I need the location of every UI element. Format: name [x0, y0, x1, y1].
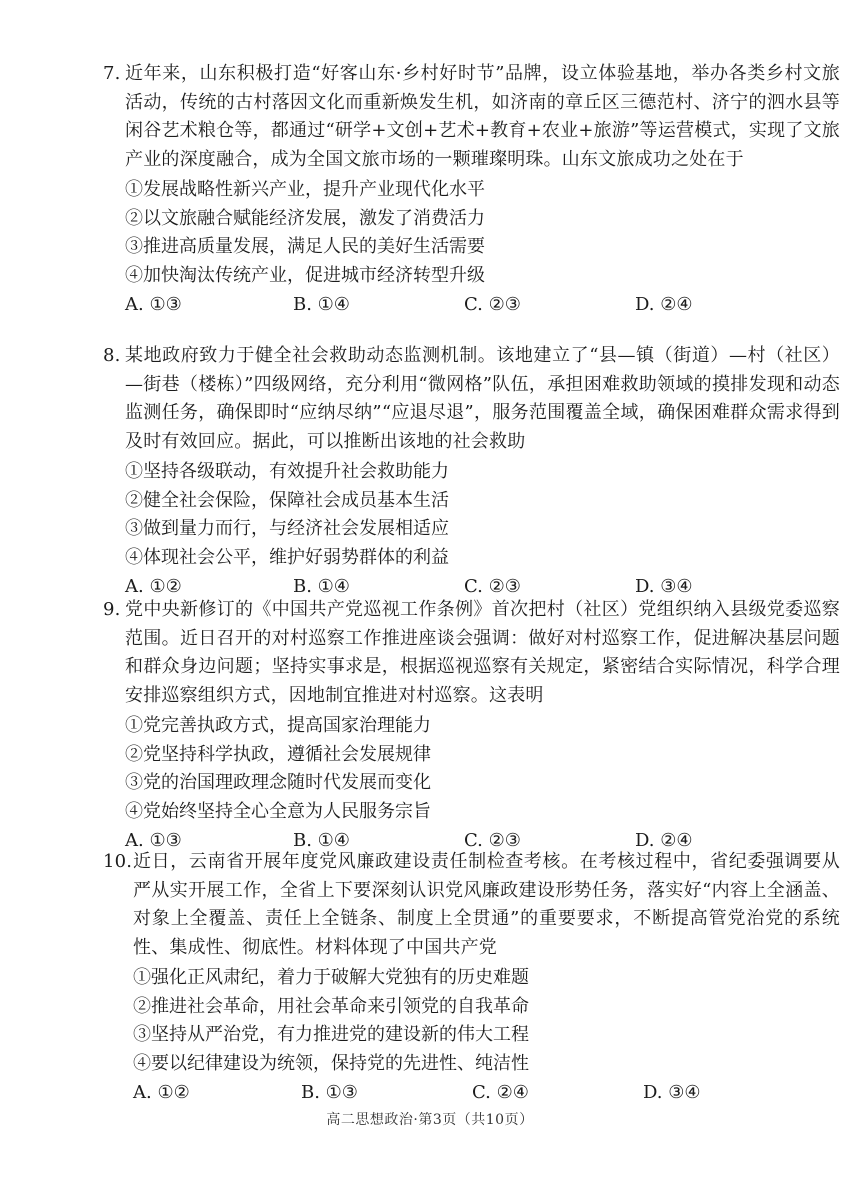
choice-d[interactable]: D. ③④	[643, 1082, 701, 1103]
choice-c[interactable]: C. ②③	[464, 294, 521, 315]
statement-item: ①党完善执政方式，提高国家治理能力	[125, 715, 431, 736]
choice-a[interactable]: A. ①②	[133, 1082, 190, 1103]
statement-item: ①强化正风肃纪，着力于破解大党独有的历史难题	[133, 967, 529, 988]
question-stem	[103, 60, 840, 174]
choice-c[interactable]: C. ②③	[464, 830, 521, 851]
statement-list	[103, 712, 840, 826]
statement-item: ④要以纪律建设为统领，保持党的先进性、纯洁性	[133, 1052, 529, 1074]
statement-list	[103, 458, 840, 572]
question-text: 某地政府致力于健全社会救助动态监测机制。该地建立了“县—镇（街道）—村（社区）—街巷（楼栋）”四级网络，充分利用“微网格”队伍，承担困难救助领域的摸排发现和动态监测任务，确保即时“应纳尽纳”“应退尽退”，服务范围覆盖全域，确保困难群众需求得到及时有效回应。据此，可以推断出该地的社会救助	[125, 345, 840, 452]
statement-item: ④党始终坚持全心全意为人民服务宗旨	[125, 800, 431, 822]
question-stem	[103, 342, 840, 456]
statement-item: ②推进社会革命，用社会革命来引领党的自我革命	[133, 995, 529, 1017]
page-footer: 高二思想政治·第3页（共10页）	[326, 1112, 534, 1128]
statement-item: ③推进高质量发展，满足人民的美好生活需要	[125, 236, 485, 257]
question-7	[103, 60, 840, 320]
question-text: 近年来，山东积极打造“好客山东·乡村好时节”品牌，设立体验基地，举办各类乡村文旅活动，传统的古村落因文化而重新焕发生机，如济南的章丘区三德范村、济宁的泗水县等闲谷艺术粮仓等，都通过“研学+文创+艺术+教育+农业+旅游”等运营模式，实现了文旅产业的深度融合，成为全国文旅市场的一颗璀璨明珠。山东文旅成功之处在于	[125, 63, 840, 170]
question-stem	[103, 596, 840, 710]
statement-item: ②以文旅融合赋能经济发展，激发了消费活力	[125, 207, 485, 229]
statement-item: ④加快淘汰传统产业，促进城市经济转型升级	[125, 264, 485, 286]
choice-b[interactable]: B. ①④	[293, 576, 350, 597]
question-9	[103, 596, 840, 856]
statement-item: ④体现社会公平，维护好弱势群体的利益	[125, 546, 449, 568]
choice-b[interactable]: B. ①④	[293, 294, 350, 315]
choice-a[interactable]: A. ①③	[125, 294, 182, 315]
question-10	[103, 848, 840, 1108]
choice-a[interactable]: A. ①②	[125, 576, 182, 597]
choice-d[interactable]: D. ③④	[635, 576, 693, 597]
question-number: 10.	[103, 851, 133, 872]
statement-item: ③坚持从严治党，有力推进党的建设新的伟大工程	[133, 1024, 529, 1045]
question-number: 9.	[103, 599, 121, 620]
choice-c[interactable]: C. ②③	[464, 576, 521, 597]
choice-d[interactable]: D. ②④	[635, 294, 693, 315]
statement-item: ③做到量力而行，与经济社会发展相适应	[125, 518, 449, 539]
statement-item: ①发展战略性新兴产业，提升产业现代化水平	[125, 179, 485, 200]
statement-item: ③党的治国理政理念随时代发展而变化	[125, 772, 431, 793]
statement-item: ②健全社会保险，保障社会成员基本生活	[125, 489, 449, 511]
question-number: 8.	[103, 345, 121, 366]
choice-b[interactable]: B. ①③	[301, 1082, 358, 1103]
answer-choices	[125, 290, 840, 320]
question-text: 党中央新修订的《中国共产党巡视工作条例》首次把村（社区）党组织纳入县级党委巡察范围。近日召开的对村巡察工作推进座谈会强调：做好对村巡察工作，促进解决基层问题和群众身边问题；坚持实事求是，根据巡视巡察有关规定，紧密结合实际情况，科学合理安排巡察组织方式，因地制宜推进对村巡察。这表明	[125, 599, 840, 706]
question-number: 7.	[103, 63, 121, 84]
question-stem	[103, 848, 840, 962]
question-8	[103, 342, 840, 602]
statement-list	[103, 176, 840, 290]
choice-b[interactable]: B. ①④	[293, 830, 350, 851]
statement-item: ①坚持各级联动，有效提升社会救助能力	[125, 461, 449, 482]
question-text: 近日，云南省开展年度党风廉政建设责任制检查考核。在考核过程中，省纪委强调要从严从实开展工作，全省上下要深刻认识党风廉政建设形势任务，落实好“内容上全涵盖、对象上全覆盖、责任上全链条、制度上全贯通”的重要要求，不断提高管党治党的系统性、集成性、彻底性。材料体现了中国共产党	[133, 851, 840, 958]
choice-a[interactable]: A. ①③	[125, 830, 182, 851]
choice-d[interactable]: D. ②④	[635, 830, 693, 851]
statement-list	[103, 964, 840, 1078]
answer-choices	[133, 1078, 840, 1108]
choice-c[interactable]: C. ②④	[472, 1082, 529, 1103]
statement-item: ②党坚持科学执政，遵循社会发展规律	[125, 743, 431, 765]
